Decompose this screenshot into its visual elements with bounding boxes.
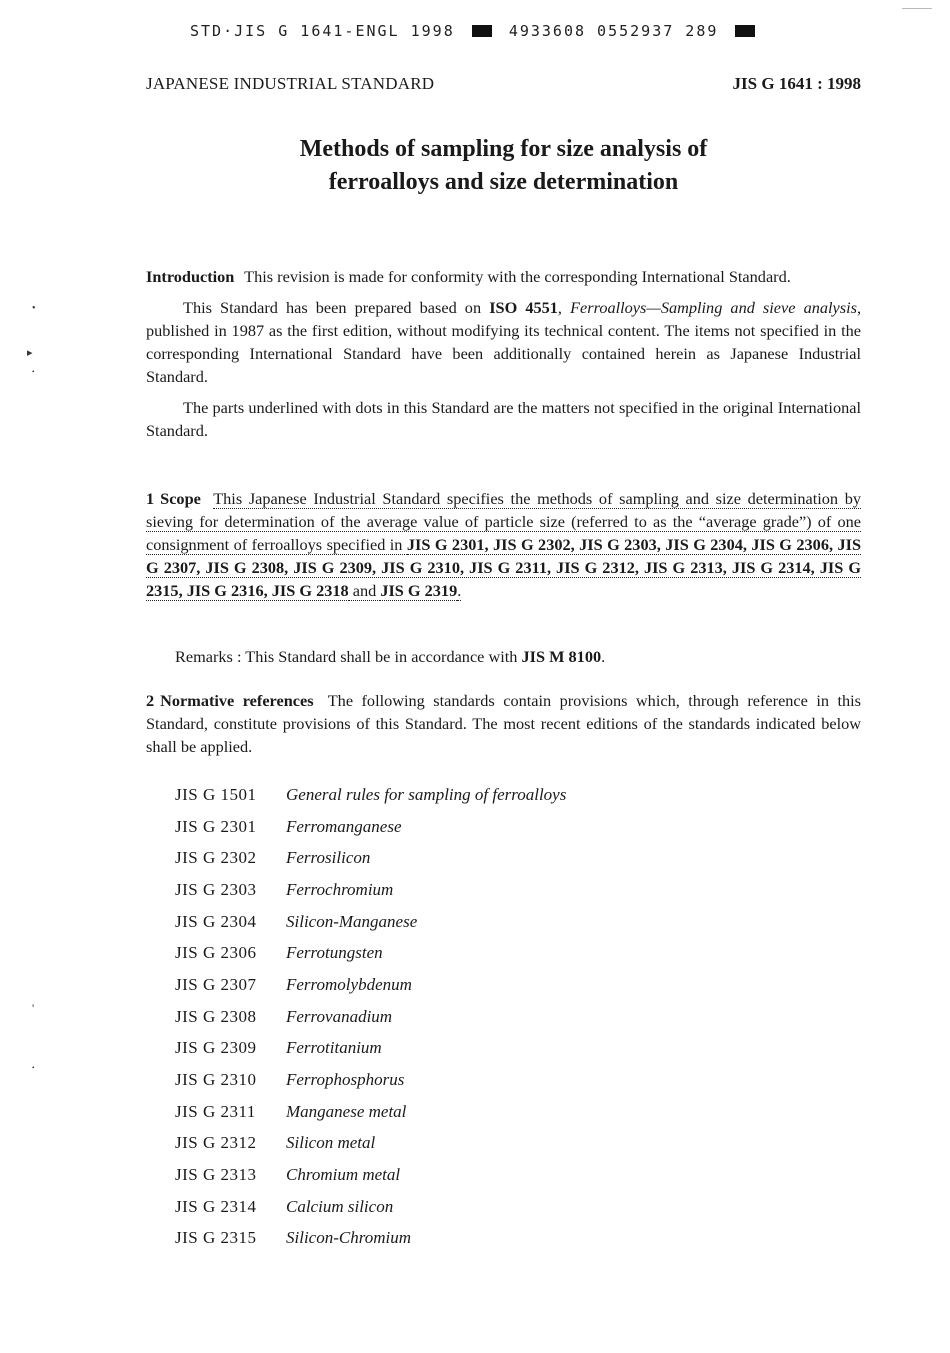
header-right: JIS G 1641 : 1998	[732, 74, 861, 93]
reference-title: Chromium metal	[286, 1165, 401, 1185]
scan-header-strip	[190, 22, 761, 40]
reference-title: Ferrotungsten	[286, 943, 383, 963]
reference-code: JIS G 2301	[175, 816, 257, 836]
list-item	[175, 1191, 566, 1223]
reference-title: Ferrotitanium	[286, 1038, 382, 1058]
normative-heading: Normative references	[160, 691, 314, 710]
remarks-reference: JIS M 8100	[521, 647, 602, 666]
reference-code: JIS G 2311	[175, 1101, 256, 1121]
reference-title: Ferrosilicon	[286, 848, 371, 868]
reference-code: JIS G 2307	[175, 974, 257, 994]
list-item	[175, 937, 566, 969]
reference-code: JIS G 2315	[175, 1228, 257, 1248]
reference-title: Ferromolybdenum	[286, 974, 412, 994]
scope-section	[146, 487, 861, 602]
scan-speck-icon: •	[32, 1064, 35, 1072]
normative-paragraph	[146, 689, 861, 758]
reference-title: Calcium silicon	[286, 1196, 394, 1216]
list-item	[175, 969, 566, 1001]
scan-tick-icon: '	[32, 1001, 35, 1015]
intro-heading: Introduction	[146, 267, 235, 286]
scope-paragraph	[146, 487, 861, 602]
scan-edge-line	[902, 8, 932, 9]
list-item	[175, 1096, 566, 1128]
scan-arrow-icon: ▸	[27, 347, 33, 359]
reference-code: JIS G 2312	[175, 1133, 257, 1153]
list-item	[175, 874, 566, 906]
reference-code: JIS G 2310	[175, 1070, 257, 1090]
list-item	[175, 842, 566, 874]
reference-code: JIS G 2309	[175, 1038, 257, 1058]
reference-code: JIS G 1501	[175, 784, 257, 804]
intro-text-2b: ,	[557, 298, 571, 317]
scope-references: JIS G 2301, JIS G 2302, JIS G 2303, JIS G 2304, JIS G 2306, JIS G 2307, JIS G 2308, JIS G 2309, JIS G 2310, JIS G 2311, JIS G 2312, JIS G 2313, JIS G 2314, JIS G 2315, JIS G 2316, JIS G 2318	[146, 535, 861, 600]
intro-paragraph-1	[146, 265, 861, 288]
reference-code: JIS G 2304	[175, 911, 257, 931]
iso-title: Ferroalloys—Sampling and sieve analysis	[570, 298, 857, 317]
redaction-block-icon	[735, 25, 755, 37]
normative-section	[146, 689, 861, 758]
remarks-label: Remarks :	[175, 647, 246, 666]
reference-title: Silicon metal	[286, 1133, 376, 1153]
scope-text: This Japanese Industrial Standard specifies the methods of sampling and size determination by sieving for determination of the average value of particle size (referred to as the “average grade”) of one consignment of ferroalloys specified in	[146, 489, 861, 554]
header-left: JAPANESE INDUSTRIAL STANDARD	[146, 74, 435, 93]
reference-title: General rules for sampling of ferroalloys	[286, 784, 567, 804]
normative-text: The following standards contain provisions which, through reference in this Standard, constitute provisions of this Standard. The most recent editions of the standards indicated below shall be applied.	[146, 691, 861, 756]
scan-code-text: 4933608 0552937 289	[508, 22, 719, 40]
list-item	[175, 1223, 566, 1255]
list-item	[175, 811, 566, 843]
list-item	[175, 1159, 566, 1191]
remarks-end: .	[601, 647, 606, 666]
scan-header-text: STD·JIS G 1641-ENGL 1998	[190, 22, 455, 40]
title-line-1: Methods of sampling for size analysis of	[299, 136, 708, 162]
scope-number: 1	[146, 489, 155, 508]
reference-title: Silicon-Chromium	[286, 1228, 411, 1248]
reference-code: JIS G 2308	[175, 1006, 257, 1026]
reference-title: Silicon-Manganese	[286, 911, 418, 931]
normative-number: 2	[146, 691, 155, 710]
reference-code: JIS G 2306	[175, 943, 257, 963]
title-line-2: ferroalloys and size determination	[328, 169, 679, 195]
iso-reference: ISO 4551	[489, 298, 558, 317]
reference-code: JIS G 2314	[175, 1196, 257, 1216]
list-item	[175, 1128, 566, 1160]
remarks-text: This Standard shall be in accordance with	[245, 647, 522, 666]
scope-end: .	[457, 581, 462, 600]
list-item	[175, 906, 566, 938]
reference-title: Ferrochromium	[286, 879, 394, 899]
reference-title: Ferromanganese	[286, 816, 402, 836]
reference-code: JIS G 2302	[175, 848, 257, 868]
intro-text-2c: , published in 1987 as the first edition, without modifying its technical content. The items not specified in the corresponding International Standard have been additionally contained herein as Japanese Industrial Standard.	[146, 298, 862, 386]
intro-text-1: This revision is made for conformity with the corresponding International Standard.	[244, 267, 791, 286]
reference-title: Ferrophosphorus	[286, 1070, 405, 1090]
scope-last-reference: JIS G 2319	[380, 581, 458, 600]
introduction-section	[146, 265, 861, 442]
scope-heading: Scope	[160, 489, 201, 508]
redaction-block-icon	[472, 25, 492, 37]
scope-and: and	[348, 581, 381, 600]
intro-text-2a: This Standard has been prepared based on	[183, 298, 490, 317]
reference-title: Manganese metal	[286, 1101, 407, 1121]
scan-speck-icon: •	[32, 368, 35, 376]
reference-title: Ferrovanadium	[286, 1006, 393, 1026]
remarks-line	[175, 645, 861, 668]
reference-code: JIS G 2303	[175, 879, 257, 899]
list-item	[175, 1064, 566, 1096]
list-item	[175, 1001, 566, 1033]
scan-speck-icon: •	[32, 303, 36, 314]
reference-list	[175, 779, 566, 1254]
list-item	[175, 1033, 566, 1065]
reference-code: JIS G 2313	[175, 1165, 257, 1185]
intro-paragraph-2	[146, 296, 861, 388]
intro-paragraph-3: The parts underlined with dots in this Standard are the matters not specified in the original International Standard.	[146, 398, 861, 440]
page-title	[146, 133, 861, 199]
list-item	[175, 779, 566, 811]
